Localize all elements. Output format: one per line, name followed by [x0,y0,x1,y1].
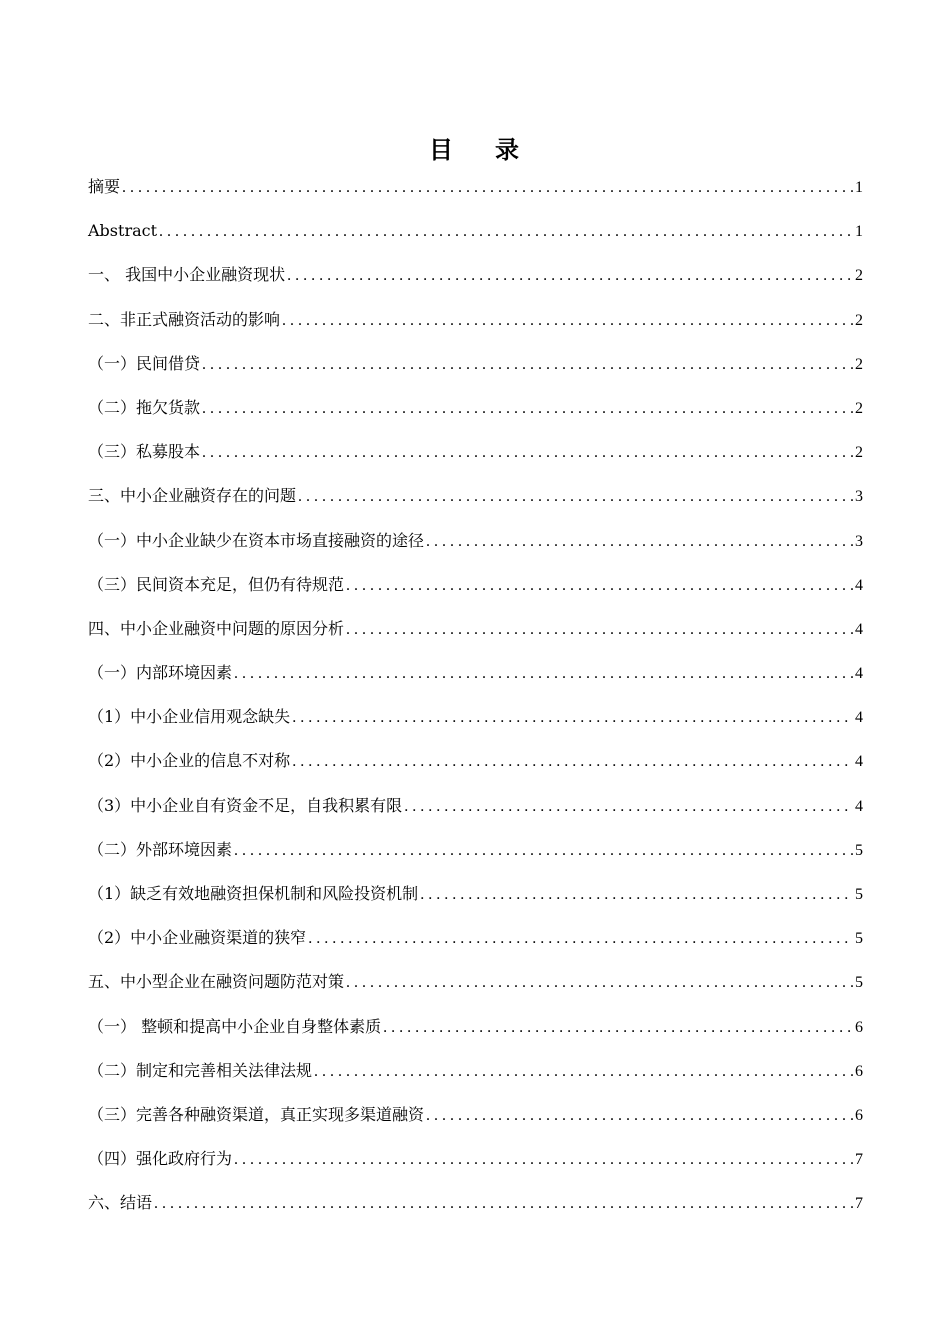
toc-entry-label: 二、非正式融资活动的影响 [88,309,281,329]
toc-leader-dots [308,926,853,952]
toc-entry-page-number: 2 [855,399,863,417]
toc-leader-dots [234,661,853,687]
toc-entry-label: 五、中小型企业在融资问题防范对策 [88,972,345,992]
toc-entry-page-number: 7 [855,1195,863,1213]
toc-entry-label: （三）完善各种融资渠道，真正实现多渠道融资 [88,1104,425,1124]
toc-leader-dots [287,263,853,289]
toc-entry-label: 摘要 [88,177,121,196]
toc-entry-page-number: 3 [855,532,863,550]
toc-entry[interactable] [88,1102,863,1146]
toc-entry-page-number: 4 [855,576,863,594]
toc-title [0,133,950,167]
toc-entry[interactable] [88,925,863,969]
toc-entry[interactable] [88,881,863,925]
toc-entry-page-number: 1 [855,223,863,241]
toc-entry-page-number: 4 [855,797,863,815]
toc-entry-page-number: 6 [855,1062,863,1080]
toc-entry-page-number: 2 [855,444,863,462]
toc-entry-label: （2）中小企业的信息不对称 [88,751,291,771]
toc-entry-label: 六、结语 [88,1193,153,1213]
toc-leader-dots [202,396,853,422]
toc-leader-dots [346,617,853,643]
toc-entry[interactable] [88,793,863,837]
toc-entry[interactable] [88,174,863,218]
toc-entry-page-number: 6 [855,1018,863,1036]
toc-entry[interactable] [88,748,863,792]
toc-leader-dots [420,882,853,908]
toc-entry-label: （四）强化政府行为 [88,1149,233,1169]
toc-entry-label: （一）中小企业缺少在资本市场直接融资的途径 [88,530,425,550]
toc-entry[interactable] [88,218,863,262]
toc-leader-dots [154,1191,853,1217]
toc-entry[interactable] [88,969,863,1013]
toc-entry-label: 三、中小企业融资存在的问题 [88,486,297,506]
toc-leader-dots [202,352,853,378]
toc-entry[interactable] [88,483,863,527]
toc-entry-label: （1）缺乏有效地融资担保机制和风险投资机制 [88,884,419,903]
toc-entry[interactable] [88,572,863,616]
toc-entry-page-number: 4 [855,709,863,727]
toc-entry-label: （3）中小企业自有资金不足，自我积累有限 [88,795,403,815]
toc-entry-label: （1）中小企业信用观念缺失 [88,707,291,727]
toc-leader-dots [292,705,853,731]
toc-title-part1: 目 [429,136,455,164]
toc-leader-dots [282,308,853,334]
toc-entry-label: （一） 整顿和提高中小企业自身整体素质 [88,1016,382,1036]
toc-entry[interactable] [88,1014,863,1058]
toc-leader-dots [234,838,853,864]
toc-entry[interactable] [88,262,863,306]
toc-entry[interactable] [88,616,863,660]
toc-entry-page-number: 5 [855,886,863,903]
toc-leader-dots [383,1015,853,1041]
toc-entry[interactable] [88,528,863,572]
toc-entry-page-number: 5 [855,974,863,992]
toc-entry-label: （三）私募股本 [88,442,201,462]
toc-entry-page-number: 4 [855,620,863,638]
toc-entry-label: （三）民间资本充足，但仍有待规范 [88,574,345,594]
toc-entry-label: 四、中小企业融资中问题的原因分析 [88,618,345,638]
toc-leader-dots [426,529,853,555]
toc-entry-page-number: 6 [855,1106,863,1124]
toc-list [88,174,863,1235]
toc-entry-page-number: 7 [855,1151,863,1169]
toc-entry[interactable] [88,351,863,395]
toc-entry-page-number: 4 [855,753,863,771]
toc-entry-page-number: 2 [855,311,863,329]
toc-entry[interactable] [88,837,863,881]
toc-entry[interactable] [88,307,863,351]
toc-entry[interactable] [88,660,863,704]
toc-title-part2: 录 [495,136,521,164]
toc-entry-page-number: 4 [855,665,863,683]
toc-leader-dots [298,484,853,510]
toc-entry[interactable] [88,1146,863,1190]
toc-leader-dots [202,440,853,466]
toc-entry[interactable] [88,704,863,748]
toc-entry-page-number: 2 [855,355,863,373]
toc-entry-page-number: 1 [855,179,863,196]
toc-leader-dots [122,175,853,201]
toc-entry[interactable] [88,1058,863,1102]
toc-entry-page-number: 5 [855,841,863,859]
toc-entry-page-number: 3 [855,488,863,506]
toc-entry-label: Abstract [88,221,158,241]
toc-entry[interactable] [88,439,863,483]
toc-leader-dots [159,219,853,245]
toc-leader-dots [292,749,853,775]
toc-leader-dots [346,573,853,599]
toc-entry-label: （二）拖欠货款 [88,397,201,417]
toc-entry[interactable] [88,395,863,439]
toc-entry-label: （一）民间借贷 [88,353,201,373]
toc-entry-page-number: 5 [855,930,863,948]
toc-leader-dots [404,794,853,820]
toc-leader-dots [346,970,853,996]
toc-leader-dots [426,1103,853,1129]
toc-entry-label: （一）内部环境因素 [88,663,233,683]
toc-entry-label: （二）制定和完善相关法律法规 [88,1060,313,1080]
toc-leader-dots [234,1147,853,1173]
toc-entry-label: （二）外部环境因素 [88,839,233,859]
toc-entry-label: 一、 我国中小企业融资现状 [88,265,286,285]
toc-entry-page-number: 2 [855,267,863,285]
toc-entry[interactable] [88,1190,863,1234]
toc-leader-dots [314,1059,853,1085]
toc-entry-label: （2）中小企业融资渠道的狭窄 [88,928,307,948]
